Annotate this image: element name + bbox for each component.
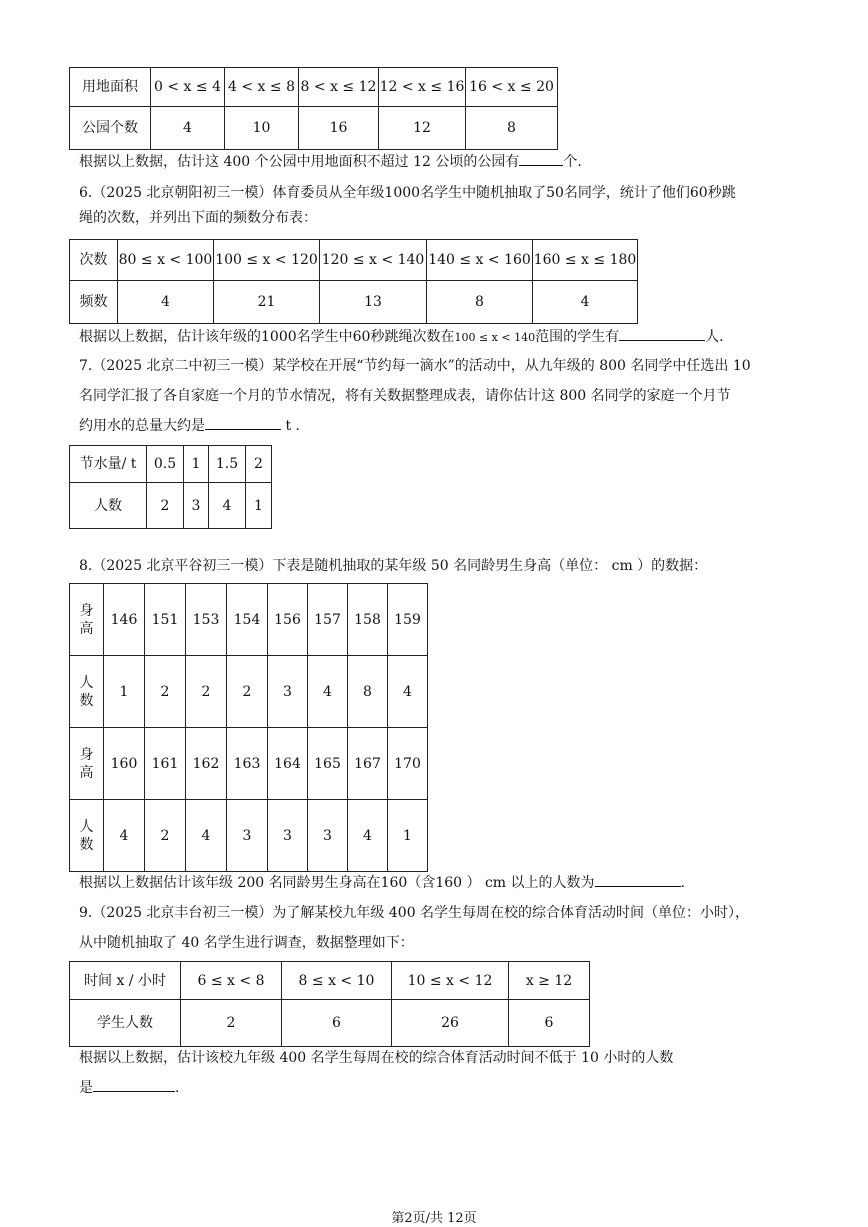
table-row-label: 身 高 — [70, 728, 104, 800]
table-cell: 6 ≤ x < 8 — [181, 962, 282, 1000]
table-cell: 163 — [227, 728, 268, 800]
table-cell: 用地面积 — [70, 68, 151, 107]
table-cell: 8 < x ≤ 12 — [299, 68, 379, 107]
table-cell: 0 < x ≤ 4 — [151, 68, 225, 107]
table-cell: 1 — [184, 446, 209, 483]
table-cell: 3 — [268, 800, 308, 872]
answer-blank[interactable] — [619, 326, 705, 341]
q5-suffix: 个. — [563, 154, 582, 170]
table-cell: 12 — [379, 107, 466, 150]
table-row-label: 人 数 — [70, 656, 104, 728]
table-cell: 4 — [388, 656, 428, 728]
table-cell: 10 — [225, 107, 299, 150]
table-cell: 167 — [348, 728, 388, 800]
table-cell: 21 — [214, 281, 320, 324]
table-cell: 4 — [118, 281, 214, 324]
table-cell: 学生人数 — [70, 1000, 181, 1047]
q6-after-mid: 范围的学生有 — [535, 329, 620, 345]
q5-answer-line — [79, 151, 582, 172]
table-cell: 3 — [184, 483, 209, 529]
table-cell: 100 ≤ x < 120 — [214, 240, 320, 281]
table-cell: 162 — [186, 728, 227, 800]
q7-line3-prefix: 约用水的总量大约是 — [79, 418, 205, 434]
table-cell: 161 — [145, 728, 186, 800]
q8-after-suffix: . — [680, 875, 685, 891]
table-cell: 8 — [466, 107, 558, 150]
q6-line1: 6.（2025 北京朝阳初三一模）体育委员从全年级1000名学生中随机抽取了50名同学，统计了他们60秒跳 — [79, 185, 736, 201]
table-cell: 8 — [427, 281, 533, 324]
table-cell: 2 — [227, 656, 268, 728]
q6-after-range: 100 ≤ x < 140 — [454, 331, 536, 344]
table-cell: 6 — [509, 1000, 590, 1047]
q9-line2: 从中随机抽取了 40 名学生进行调查，数据整理如下： — [79, 935, 414, 951]
q8-answer-line — [79, 872, 685, 893]
q9-after-suffix: . — [175, 1080, 180, 1096]
table-cell: 3 — [227, 800, 268, 872]
table-cell: 165 — [308, 728, 348, 800]
table-cell: 140 ≤ x < 160 — [427, 240, 533, 281]
table-cell: x ≥ 12 — [509, 962, 590, 1000]
table-cell: 10 ≤ x < 12 — [392, 962, 509, 1000]
answer-blank[interactable] — [205, 415, 281, 430]
table-cell: 2 — [145, 800, 186, 872]
table-cell: 2 — [181, 1000, 282, 1047]
q6-after-prefix: 根据以上数据，估计该年级的1000名学生中60秒跳绳次数在 — [79, 329, 455, 345]
table-cell: 1 — [388, 800, 428, 872]
q6-line2: 绳的次数，并列出下面的频数分布表： — [79, 210, 317, 226]
table-cell: 次数 — [70, 240, 118, 281]
table-water-saving — [69, 445, 272, 529]
answer-blank[interactable] — [93, 1077, 175, 1092]
table-cell: 157 — [308, 584, 348, 656]
table-cell: 2 — [145, 656, 186, 728]
table-cell: 158 — [348, 584, 388, 656]
table-cell: 4 — [308, 656, 348, 728]
table-heights — [69, 583, 428, 872]
q8-line1: 8.（2025 北京平谷初三一模）下表是随机抽取的某年级 50 名同龄男生身高（单位： cm ）的数据： — [79, 558, 708, 574]
table-row-label: 身 高 — [70, 584, 104, 656]
q5-text: 根据以上数据，估计这 400 个公园中用地面积不超过 12 公顷的公园有 — [79, 154, 520, 170]
table-cell: 170 — [388, 728, 428, 800]
table-cell: 13 — [320, 281, 427, 324]
table-cell: 80 ≤ x < 100 — [118, 240, 214, 281]
table-cell: 120 ≤ x < 140 — [320, 240, 427, 281]
q6-after-suffix: 人. — [705, 329, 724, 345]
table-cell: 159 — [388, 584, 428, 656]
table-cell: 0.5 — [147, 446, 184, 483]
table-cell: 6 — [282, 1000, 392, 1047]
table-cell: 频数 — [70, 281, 118, 324]
table-jump-rope — [69, 239, 638, 324]
table-cell: 16 — [299, 107, 379, 150]
table-cell: 3 — [268, 656, 308, 728]
q6-answer-line — [79, 326, 724, 348]
table-park-area — [69, 67, 558, 150]
table-cell: 节水量/ t — [70, 446, 147, 483]
q7-line3 — [79, 415, 300, 436]
q9-after-line2 — [79, 1077, 179, 1098]
table-cell: 4 — [151, 107, 225, 150]
table-cell: 151 — [145, 584, 186, 656]
answer-blank[interactable] — [595, 872, 681, 887]
q7-line3-suffix: t . — [285, 418, 300, 434]
q9-after-prefix: 是 — [79, 1080, 93, 1096]
q8-after-prefix: 根据以上数据估计该年级 200 名同龄男生身高在160（含160 ） cm 以上的人数为 — [79, 875, 595, 891]
table-cell: 164 — [268, 728, 308, 800]
table-cell: 156 — [268, 584, 308, 656]
answer-blank[interactable] — [519, 151, 563, 166]
table-cell: 1 — [246, 483, 272, 529]
table-cell: 4 — [348, 800, 388, 872]
table-cell: 1 — [104, 656, 145, 728]
q9-line1: 9.（2025 北京丰台初三一模）为了解某校九年级 400 名学生每周在校的综合体育活动时间（单位：小时）， — [79, 905, 750, 921]
table-cell: 8 — [348, 656, 388, 728]
table-cell: 公园个数 — [70, 107, 151, 150]
table-cell: 4 — [104, 800, 145, 872]
table-sports-time — [69, 961, 590, 1047]
table-cell: 12 < x ≤ 16 — [379, 68, 466, 107]
table-row-label: 人 数 — [70, 800, 104, 872]
table-cell: 26 — [392, 1000, 509, 1047]
table-cell: 160 ≤ x ≤ 180 — [533, 240, 638, 281]
table-cell: 146 — [104, 584, 145, 656]
table-cell: 8 ≤ x < 10 — [282, 962, 392, 1000]
table-cell: 时间 x / 小时 — [70, 962, 181, 1000]
table-cell: 160 — [104, 728, 145, 800]
table-cell: 4 < x ≤ 8 — [225, 68, 299, 107]
table-cell: 人数 — [70, 483, 147, 529]
table-cell: 153 — [186, 584, 227, 656]
table-cell: 4 — [186, 800, 227, 872]
table-cell: 4 — [533, 281, 638, 324]
table-cell: 4 — [209, 483, 246, 529]
table-cell: 2 — [186, 656, 227, 728]
table-cell: 16 < x ≤ 20 — [466, 68, 558, 107]
table-cell: 154 — [227, 584, 268, 656]
q9-after-line1: 根据以上数据，估计该校九年级 400 名学生每周在校的综合体育活动时间不低于 10 小时的人数 — [79, 1050, 674, 1066]
page-footer: 第2页/共 12页 — [391, 1211, 477, 1226]
q7-line2: 名同学汇报了各自家庭一个月的节水情况，将有关数据整理成表，请你估计这 800 名同学的家庭一个月节 — [79, 388, 731, 404]
table-cell: 1.5 — [209, 446, 246, 483]
q7-line1: 7.（2025 北京二中初三一模）某学校在开展“节约每一滴水”的活动中，从九年级的 800 名同学中任选出 10 — [79, 358, 751, 374]
table-cell: 2 — [147, 483, 184, 529]
table-cell: 3 — [308, 800, 348, 872]
table-cell: 2 — [246, 446, 272, 483]
